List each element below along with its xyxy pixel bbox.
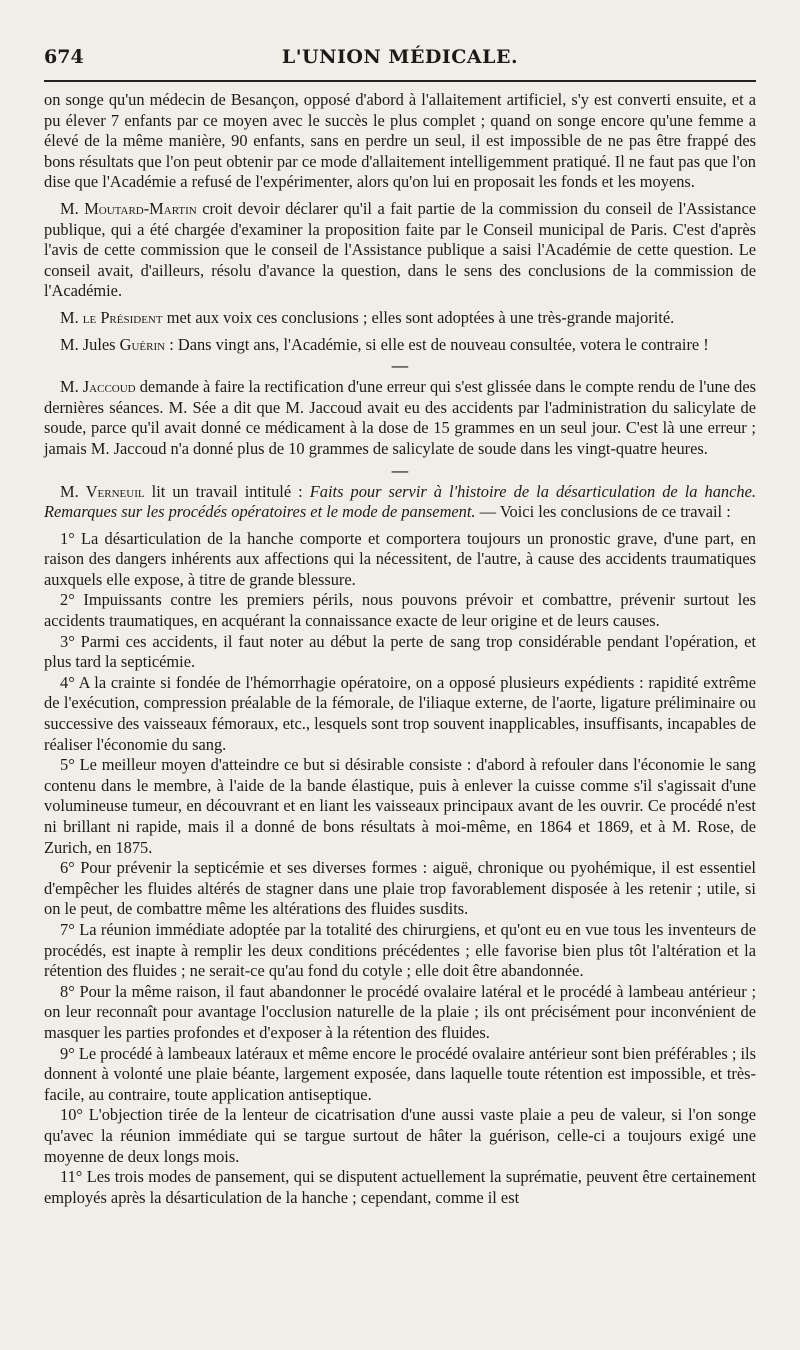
article-body	[44, 90, 756, 1208]
paragraph-jaccoud: M. Jaccoud demande à faire la rectification d'une erreur qui s'est glissée dans le compte rendu de l'une des dernières séances. M. Sée a dit que M. Jaccoud avait eu des accidents par l'administration du salicylate de soude, parce qu'il avait donné ce médicament à la dose de 15 grammes en un seul jour. C'est là une erreur ; jamais M. Jaccoud n'a donné plus de 10 grammes de salicylate de soude dans les vingt-quatre heures.	[44, 377, 756, 458]
conclusion-item: 9° Le procédé à lambeaux latéraux et même encore le procédé ovalaire antérieur sont bien préférables ; ils donnent à volonté une plaie béante, largement exposée, dans laquelle toute rétention est impossible, et très-facile, au contraire, toute application antiseptique.	[44, 1043, 756, 1104]
speaker-name: Guérin	[119, 334, 166, 354]
page-number: 674	[44, 46, 84, 68]
section-separator: —	[391, 460, 409, 480]
conclusion-item: 1° La désarticulation de la hanche comporte et comportera toujours un pronostic grave, d'une part, en raison des dangers inhérents aux affections qui la nécessitent, de l'autre, à cause des accidents traumatiques auxquels elle expose, à titre de grande blessure.	[44, 528, 756, 589]
conclusion-item: 8° Pour la même raison, il faut abandonner le procédé ovalaire latéral et le procédé à lambeau antérieur ; on leur reconnaît pour avantage l'occlusion naturelle de la plaie ; ils ont précisément pour inconvénient de masquer les parties profondes et d'exposer à la rétention des fluides.	[44, 981, 756, 1042]
conclusion-item: 4° A la crainte si fondée de l'hémorrhagie opératoire, on a opposé plusieurs expédients : rapidité extrême de l'exécution, compression préalable de la fémorale, de l'iliaque externe, de l'aorte, ligature préliminaire ou successive des vaisseaux fémoraux, etc., lesquels sont trop souvent inapplicables, insuffisants, incapables de réaliser l'économie du sang.	[44, 672, 756, 754]
paragraph-continuation: on songe qu'un médecin de Besançon, opposé d'abord à l'allaitement artificiel, s'y est converti ensuite, et a pu élever 7 enfants par ce moyen avec le succès le plus complet ; quand on songe encore qu'une femme a élevé de la même manière, 90 enfants, sans en perdre un seul, il est impossible de ne pas être frappé des bons résultats que l'on peut obtenir par ce mode d'allaitement intelligemment pratiqué. Il ne faut pas que l'on dise que l'Académie a refusé de l'expérimenter, alors qu'on lui en proposait les fonds et les moyens.	[44, 90, 756, 192]
paragraph-moutard-martin: M. Moutard-Martin croit devoir déclarer qu'il a fait partie de la commission du conseil de l'Assistance publique, qui a été chargée d'examiner la proposition faite par le Conseil municipal de Paris. C'est d'après l'avis de cette commission que le conseil de l'Assistance publique a saisi l'Académie de cette question. Le conseil avait, d'ailleurs, résolu d'avance la question, dans le sens des conclusions de la commission de l'Académie.	[44, 198, 756, 301]
conclusion-item: 11° Les trois modes de pansement, qui se disputent actuellement la suprématie, peuvent être certainement employés après la désarticulation de la hanche ; cependant, comme il est	[44, 1167, 756, 1207]
paragraph-president: M. le Président met aux voix ces conclusions ; elles sont adoptées à une très-grande majorité.	[60, 307, 675, 327]
conclusion-item: 7° La réunion immédiate adoptée par la totalité des chirurgiens, et qu'ont eu en vue tous les inventeurs de procédés, est inapte à remplir les deux conditions précédentes ; elle favorise bien plus tôt l'altération et la rétention des fluides ; ne serait-ce qu'au fond du cotyle ; elle doit être abandonnée.	[44, 919, 756, 981]
paragraph-guerin: M. Jules Guérin : Dans vingt ans, l'Académie, si elle est de nouveau consultée, votera le contraire !	[60, 334, 709, 354]
header-rule	[44, 80, 756, 82]
speaker-name: Jaccoud	[82, 377, 136, 397]
speaker-name: Verneuil	[85, 481, 145, 501]
paragraph-verneuil: M. Verneuil lit un travail intitulé : Faits pour servir à l'histoire de la désarticulation de la hanche. Remarques sur les procédés opératoires et le mode de pansement. — Voici les conclusions de ce travail :	[44, 481, 756, 522]
work-title: Faits pour servir à l'histoire de la désarticulation de la hanche. Remarques sur les procédés opératoires et le mode de pansement.	[44, 481, 756, 522]
conclusion-item: 6° Pour prévenir la septicémie et ses diverses formes : aiguë, chronique ou pyohémique, il est essentiel d'empêcher les fluides altérés de stagner dans une plaie trop favorablement disposée à les retenir ; utile, si on le peut, de combattre même les altérations des fluides susdits.	[44, 858, 756, 919]
section-separator: —	[391, 356, 409, 376]
running-title: L'UNION MÉDICALE.	[281, 46, 519, 68]
conclusion-item: 3° Parmi ces accidents, il faut noter au début la perte de sang trop considérable pendant l'opération, et plus tard la septicémie.	[44, 631, 756, 672]
conclusion-item: 2° Impuissants contre les premiers périls, nous pouvons prévoir et combattre, prévenir surtout les accidents traumatiques, en acquérant la connaissance exacte de leur origine et de leurs causes.	[44, 590, 756, 631]
speaker-name: Moutard-Martin	[84, 198, 197, 218]
page-header	[44, 46, 756, 76]
conclusion-item: 10° L'objection tirée de la lenteur de cicatrisation d'une aussi vaste plaie a peu de valeur, si l'on songe qu'avec la réunion immédiate qui se targue surtout de hâter la guérison, celle-ci a toujours exigé une moyenne de deux longs mois.	[44, 1105, 756, 1166]
speaker-name: le Président	[82, 307, 163, 327]
conclusion-item: 5° Le meilleur moyen d'atteindre ce but si désirable consiste : d'abord à refouler dans l'économie le sang contenu dans le membre, à l'aide de la bande élastique, puis à enlever la cuisse comme s'il s'agissait d'une volumineuse tumeur, en découvrant et en liant les vaisseaux principaux avant de les ouvrir. Ce procédé n'est ni brillant ni rapide, mais il a donné de bons résultats à moi-même, en 1864 et 1869, et à M. Rose, de Zurich, en 1875.	[44, 755, 756, 857]
